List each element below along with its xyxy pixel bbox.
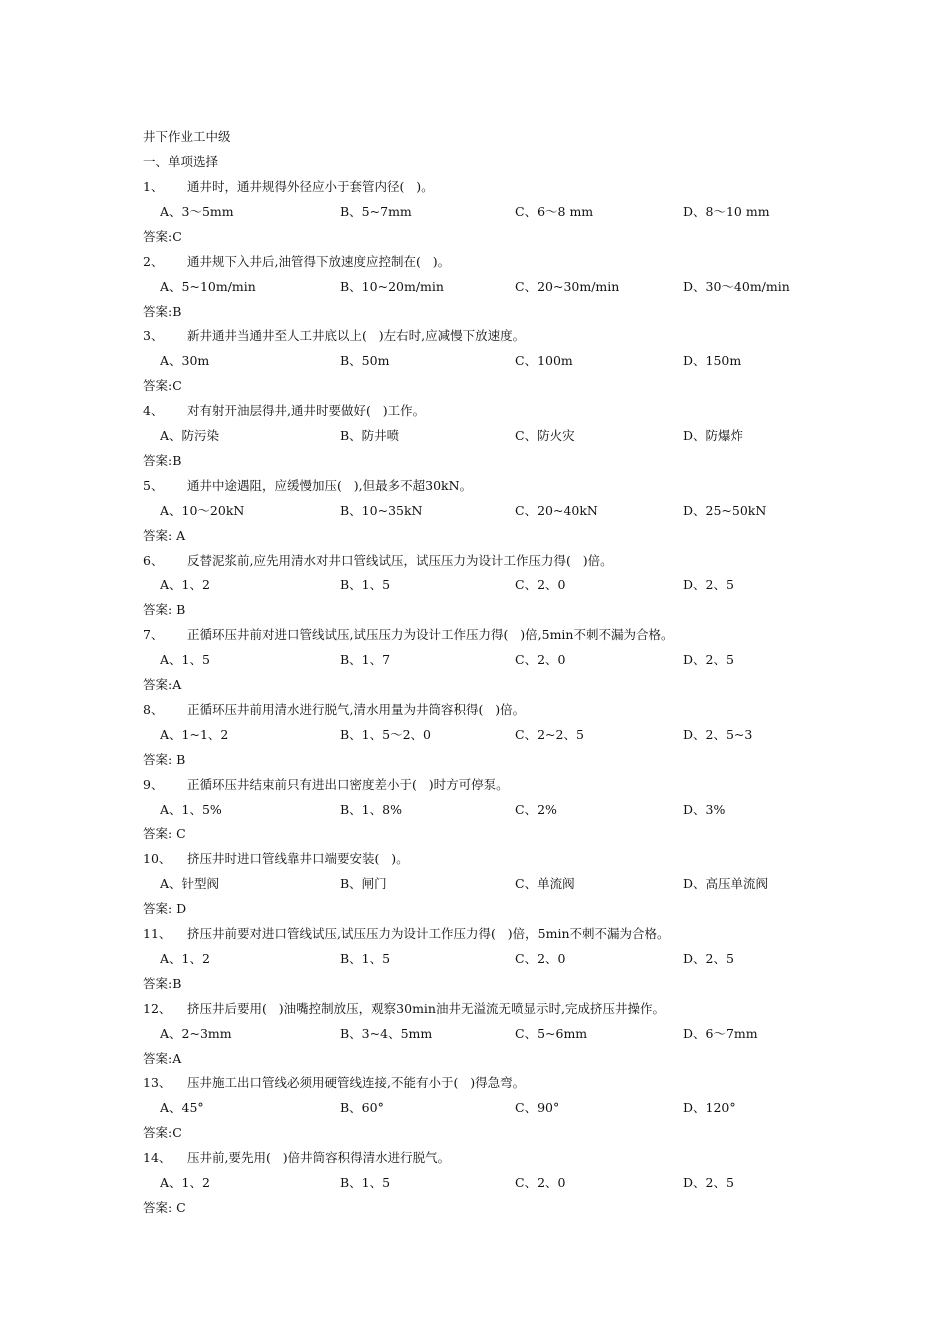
option-c: C、2、0 [515,950,566,966]
answer-line: 答案:C [143,378,182,394]
question-number: 5、 [143,477,164,493]
answer-line: 答案: C [143,826,186,842]
option-d: D、30～40m/min [683,278,790,294]
option-c: C、20~40kN [515,502,598,518]
question-stem: 通井规下入井后,油管得下放速度应控制在( )。 [187,253,451,269]
question-stem: 通井时，通井规得外径应小于套管内径( )。 [187,179,434,194]
answer-line: 答案:A [143,677,182,692]
option-row [0,1024,950,1044]
question-stem: 通井中途遇阻，应缓慢加压( ),但最多不超30kN。 [187,477,473,493]
option-d: D、2、5 [683,652,734,668]
question-text [143,252,450,272]
option-c: C、2、0 [515,652,566,668]
question-number: 12、 [143,1000,172,1016]
option-b: B、10~20m/min [340,278,444,294]
question-stem: 新井通井当通井至人工井底以上( )左右时,应减慢下放速度。 [187,328,526,344]
option-a: A、45° [160,1100,204,1116]
option-a: A、1、5 [160,652,210,668]
answer-line: 答案: D [143,901,187,917]
option-a: A、1、5% [160,801,222,817]
question-text [143,775,509,795]
question-text [143,551,613,571]
question-stem: 挤压井前要对进口管线试压,试压压力为设计工作压力得( )倍，5min不刺不漏为合格。 [187,926,670,941]
option-d: D、120° [683,1100,736,1116]
question-number: 3、 [143,328,164,344]
question-text [143,999,665,1019]
question-stem: 对有射开油层得井,通井时要做好( )工作。 [187,403,426,419]
option-b: B、1、5 [340,1175,391,1190]
option-b: B、5~7mm [340,203,412,219]
option-d: D、高压单流阀 [683,876,769,892]
answer-line: 答案:B [143,303,182,319]
question-number: 4、 [143,403,164,419]
option-c: C、2、0 [515,577,566,593]
option-b: B、1、8% [340,801,402,817]
option-a: A、5~10m/min [160,278,256,294]
option-d: D、2、5 [683,577,734,593]
option-row [0,650,950,670]
option-row [0,800,950,820]
question-number: 10、 [143,851,172,867]
question-text [143,625,673,645]
answer-line: 答案: C [143,1199,186,1215]
answer-line: 答案:C [143,1125,182,1141]
option-a: A、30m [160,353,210,369]
section-heading: 一、单项选择 [143,154,219,169]
question-text [143,700,525,720]
option-b: B、防井喷 [340,428,400,443]
question-text [143,1073,525,1093]
question-number: 7、 [143,627,164,643]
option-b: B、3~4、5mm [340,1025,433,1041]
option-b: B、1、7 [340,652,391,668]
option-b: B、60° [340,1100,384,1116]
option-c: C、5~6mm [515,1025,588,1041]
option-d: D、150m [683,353,742,369]
option-d: D、8～10 mm [683,203,770,219]
option-b: B、1、5 [340,950,391,966]
option-c: C、90° [515,1100,560,1116]
option-a: A、10～20kN [160,502,245,518]
option-c: C、6～8 mm [515,203,594,219]
option-c: C、2~2、5 [515,726,584,742]
option-d: D、防爆炸 [683,428,744,443]
option-row [0,874,950,894]
document-title: 井下作业工中级 [143,129,231,144]
option-d: D、25~50kN [683,502,767,518]
question-text [143,849,409,869]
question-text [143,326,525,346]
option-a: A、1、2 [160,950,210,966]
option-b: B、闸门 [340,876,387,892]
question-number: 13、 [143,1075,172,1091]
question-text [143,1148,450,1168]
question-text [143,476,472,496]
answer-line: 答案:C [143,228,182,244]
question-text [143,177,434,197]
question-stem: 反替泥浆前,应先用清水对井口管线试压，试压压力为设计工作压力得( )倍。 [187,552,613,568]
option-a: A、1、2 [160,1175,210,1190]
question-stem: 挤压井时进口管线靠井口端要安装( )。 [187,851,409,867]
option-a: A、3～5mm [160,203,234,219]
question-stem: 正循环压井前用清水进行脱气,清水用量为井筒容积得( )倍。 [187,701,526,717]
option-d: D、2、5~3 [683,726,753,742]
question-number: 1、 [143,179,164,194]
option-c: C、2、0 [515,1175,566,1190]
option-b: B、1、5 [340,577,391,593]
question-number: 8、 [143,701,164,717]
option-c: C、20~30m/min [515,278,620,294]
answer-line: 答案:B [143,452,182,468]
option-a: A、2~3mm [160,1025,232,1041]
answer-line: 答案:B [143,975,182,991]
question-stem: 压井施工出口管线必须用硬管线连接,不能有小于( )得急弯。 [187,1075,526,1091]
answer-line: 答案: A [143,527,186,543]
option-a: A、防污染 [160,428,220,443]
option-a: A、1~1、2 [160,726,229,742]
answer-line: 答案: B [143,602,186,618]
question-number: 6、 [143,552,164,568]
question-stem: 正循环压井前对进口管线试压,试压压力为设计工作压力得( )倍,5min不刺不漏为合格。 [187,627,674,643]
question-number: 2、 [143,253,164,269]
option-a: A、针型阀 [160,876,220,892]
question-stem: 压井前,要先用( )倍井筒容积得清水进行脱气。 [187,1150,451,1166]
option-row [0,277,950,297]
answer-line: 答案: B [143,751,186,767]
option-row [0,351,950,371]
option-c: C、100m [515,353,573,369]
option-b: B、10~35kN [340,502,423,518]
option-c: C、单流阀 [515,876,575,892]
option-d: D、6～7mm [683,1025,758,1041]
question-stem: 挤压井后要用( )油嘴控制放压，观察30min油井无溢流无喷显示时,完成挤压井操作。 [187,1000,665,1016]
option-row [0,501,950,521]
option-c: C、2% [515,801,557,817]
question-text [143,924,670,944]
answer-line: 答案:A [143,1050,182,1066]
option-d: D、2、5 [683,1175,734,1190]
option-c: C、防火灾 [515,428,575,443]
option-row [0,202,950,222]
option-a: A、1、2 [160,577,210,593]
question-number: 11、 [143,926,172,941]
option-d: D、2、5 [683,950,734,966]
option-row [0,575,950,595]
option-row [0,725,950,745]
option-b: B、1、5～2、0 [340,726,431,742]
option-d: D、3% [683,801,726,817]
option-b: B、50m [340,353,390,369]
question-number: 14、 [143,1150,172,1166]
option-row [0,1098,950,1118]
question-text [143,401,425,421]
option-row [0,949,950,969]
question-stem: 正循环压井结束前只有进出口密度差小于( )时方可停泵。 [187,776,509,792]
option-row [0,426,950,446]
option-row [0,1173,950,1193]
question-number: 9、 [143,776,164,792]
